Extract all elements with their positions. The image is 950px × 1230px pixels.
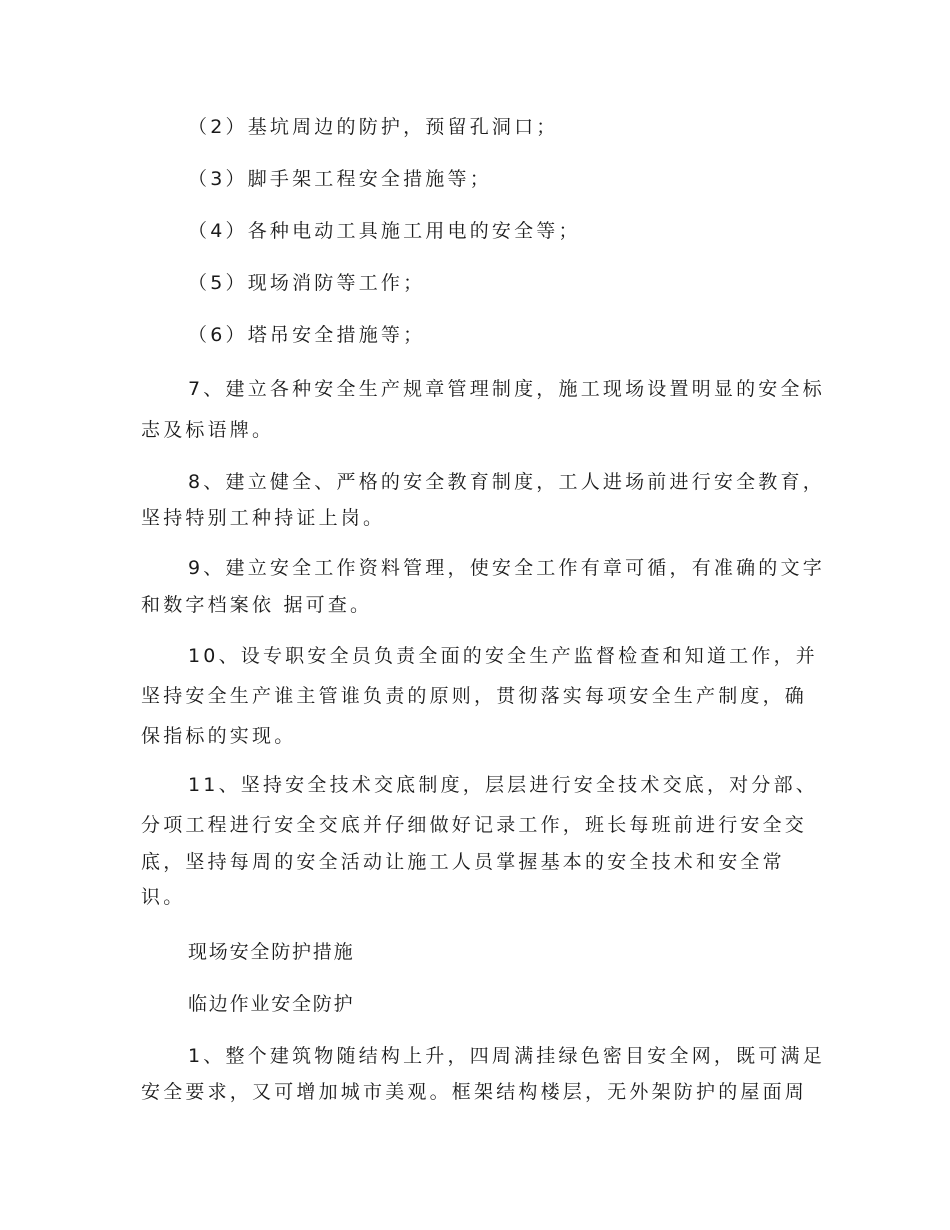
- paragraph-11-line: 底，坚持每周的安全活动让施工人员掌握基本的安全技术和安全常: [141, 851, 785, 873]
- paragraph-1-line: 1、整个建筑物随结构上升，四周满挂绿色密目安全网，既可满足: [188, 1045, 825, 1067]
- paragraph-10-line: 10、设专职安全员负责全面的安全生产监督检查和知道工作，并: [188, 645, 818, 667]
- list-item: （5）现场消防等工作；: [188, 272, 426, 294]
- paragraph-10-line: 坚持安全生产谁主管谁负责的原则，贯彻落实每项安全生产制度，确: [141, 685, 808, 707]
- paragraph-8-line: 坚持特别工种持证上岗。: [141, 507, 386, 529]
- paragraph-10-line: 保指标的实现。: [141, 725, 297, 747]
- paragraph-9-line: 9、建立安全工作资料管理，使安全工作有章可循，有准确的文字: [188, 557, 825, 579]
- paragraph-1-line: 安全要求，又可增加城市美观。框架结构楼层，无外架防护的屋面周: [141, 1081, 808, 1103]
- list-item: （4）各种电动工具施工用电的安全等；: [188, 220, 581, 242]
- list-item: （2）基坑周边的防护，预留孔洞口；: [188, 116, 559, 138]
- paragraph-11-line: 11、坚持安全技术交底制度，层层进行安全技术交底，对分部、: [188, 774, 818, 796]
- paragraph-7-line: 7、建立各种安全生产规章管理制度，施工现场设置明显的安全标: [188, 378, 825, 400]
- list-item: （3）脚手架工程安全措施等；: [188, 168, 492, 190]
- paragraph-7-line: 志及标语牌。: [141, 419, 275, 441]
- paragraph-8-line: 8、建立健全、严格的安全教育制度，工人进场前进行安全教育，: [188, 471, 825, 493]
- section-heading: 现场安全防护措施: [188, 941, 355, 963]
- paragraph-9-line: 和数字档案依 据可查。: [141, 594, 373, 616]
- section-subheading: 临边作业安全防护: [188, 993, 355, 1015]
- paragraph-11-line: 识。: [141, 886, 186, 908]
- list-item: （6）塔吊安全措施等；: [188, 324, 426, 346]
- paragraph-11-line: 分项工程进行安全交底并仔细做好记录工作，班长每班前进行安全交: [141, 814, 808, 836]
